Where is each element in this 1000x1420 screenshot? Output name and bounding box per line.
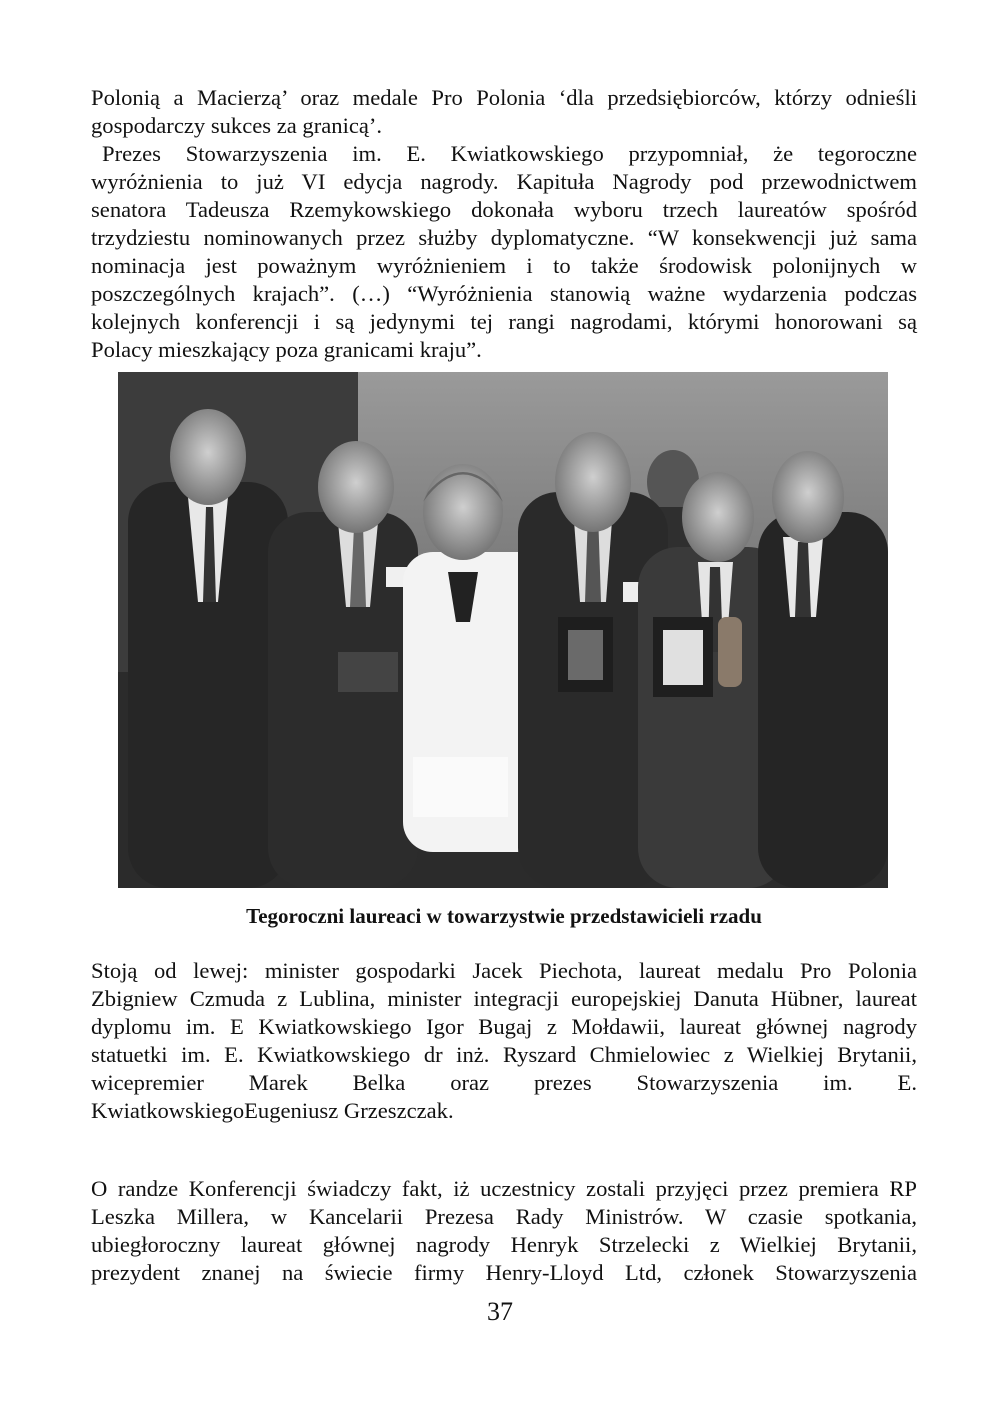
text-line: trzydziestu nominowanych przez służby dyplomatyczne. “W konsekwencji już sama bbox=[91, 225, 917, 250]
text-line: nominacja jest poważnym wyróżnieniem i to także środowisk polonijnych w bbox=[91, 253, 917, 278]
photo-image bbox=[118, 372, 888, 888]
text-line: senatora Tadeusza Rzemykowskiego dokonała wyboru trzech laureatów spośród bbox=[91, 197, 917, 222]
text-line: kolejnych konferencji i są jedynymi tej rangi nagrodami, którymi honorowani są bbox=[91, 309, 917, 334]
text-line: Leszka Millera, w Kancelarii Prezesa Rady Ministrów. W czasie spotkania, bbox=[91, 1204, 917, 1229]
text-line: prezydent znanej na świecie firmy Henry-Lloyd Ltd, członek Stowarzyszenia bbox=[91, 1260, 917, 1285]
text-line: gospodarczy sukces za granicą’. bbox=[91, 113, 383, 138]
text-line: wicepremier Marek Belka oraz prezes Stowarzyszenia im. E. bbox=[91, 1070, 917, 1095]
text-line: KwiatkowskiegoEugeniusz Grzeszczak. bbox=[91, 1098, 454, 1123]
text-line: Prezes Stowarzyszenia im. E. Kwiatkowskiego przypomniał, że tegoroczne bbox=[102, 141, 917, 166]
text-line: statuetki im. E. Kwiatkowskiego dr inż. Ryszard Chmielowiec z Wielkiej Brytanii, bbox=[91, 1042, 917, 1067]
paragraph-people-list bbox=[91, 957, 917, 1125]
paragraph-awards-intro bbox=[91, 84, 917, 364]
text-line: poszczególnych krajach”. (…) “Wyróżnienia stanowią ważne wydarzenia podczas bbox=[91, 281, 917, 306]
text-line: Polacy mieszkający poza granicami kraju”. bbox=[91, 337, 482, 362]
text-line: dyplomu im. E Kwiatkowskiego Igor Bugaj z Mołdawii, laureat głównej nagrody bbox=[91, 1014, 917, 1039]
page-number: 37 bbox=[487, 1297, 513, 1326]
text-line: ubiegłoroczny laureat głównej nagrody Henryk Strzelecki z Wielkiej Brytanii, bbox=[91, 1232, 917, 1257]
text-line: Zbigniew Czmuda z Lublina, minister integracji europejskiej Danuta Hübner, laureat bbox=[91, 986, 917, 1011]
text-line: wyróżnienia to już VI edycja nagrody. Kapituła Nagrody pod przewodnictwem bbox=[91, 169, 917, 194]
group-photo bbox=[118, 372, 888, 888]
text-line: Stoją od lewej: minister gospodarki Jacek Piechota, laureat medalu Pro Polonia bbox=[91, 958, 917, 983]
text-line: O randze Konferencji świadczy fakt, iż uczestnicy zostali przyjęci przez premiera RP bbox=[91, 1176, 917, 1201]
text-line: Polonią a Macierzą’ oraz medale Pro Polonia ‘dla przedsiębiorców, którzy odnieśli bbox=[91, 85, 917, 110]
photo-caption: Tegoroczni laureaci w towarzystwie przedstawicieli rzadu bbox=[246, 904, 762, 928]
paragraph-conference-reception bbox=[91, 1175, 917, 1287]
